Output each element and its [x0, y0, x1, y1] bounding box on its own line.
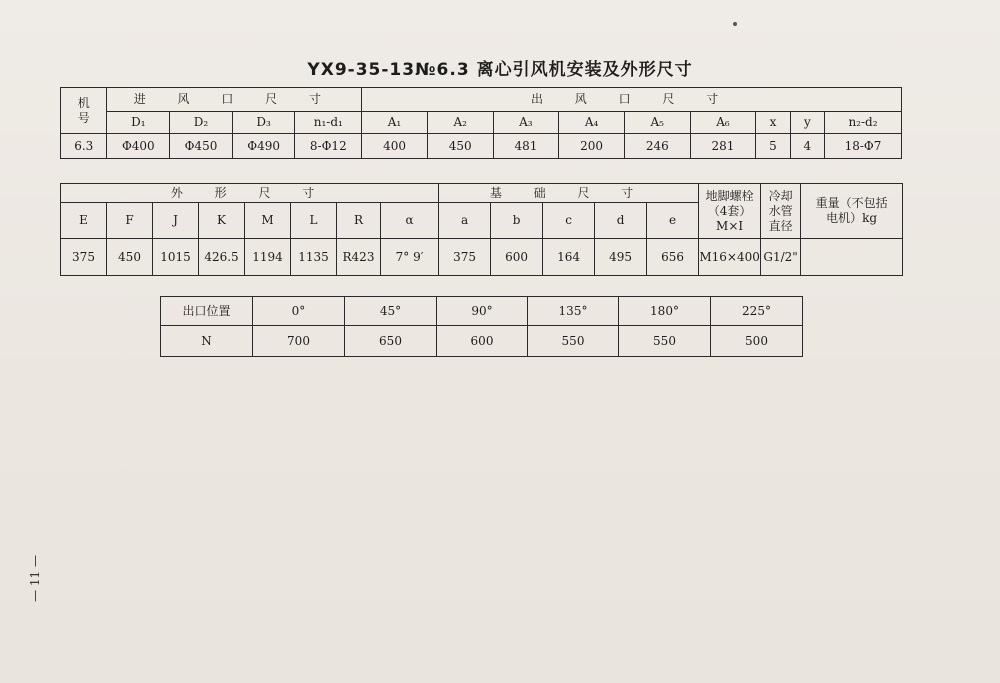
col-header: A₄	[559, 112, 625, 134]
col-header: A₅	[624, 112, 690, 134]
col-header: D₁	[107, 112, 170, 134]
table-cell: 200	[559, 134, 625, 159]
table-cell: 135°	[528, 297, 619, 326]
table-cell: 1015	[153, 239, 199, 276]
table-cell: 450	[107, 239, 153, 276]
table-cell: 225°	[711, 297, 803, 326]
col-header: R	[337, 203, 381, 239]
table-cell: 481	[493, 134, 559, 159]
weight-header: 重量（不包括电机）kg	[801, 184, 903, 239]
col-header: A₂	[427, 112, 493, 134]
table-cell	[801, 239, 903, 276]
outlet-position-table	[160, 296, 803, 357]
col-header: K	[199, 203, 245, 239]
model-header: 机号	[61, 88, 107, 134]
col-header: b	[491, 203, 543, 239]
table-cell: Φ490	[232, 134, 295, 159]
table-cell: 1135	[291, 239, 337, 276]
table-cell: 5	[756, 134, 790, 159]
table-cell: 6.3	[61, 134, 107, 159]
page-title: YX9-35-13№6.3 离心引风机安装及外形尺寸	[307, 60, 693, 80]
table-cell: 426.5	[199, 239, 245, 276]
table-cell: 7° 9′	[381, 239, 439, 276]
table-cell: 8-Φ12	[295, 134, 362, 159]
table-cell: 375	[61, 239, 107, 276]
col-header: n₂-d₂	[825, 112, 902, 134]
col-header: α	[381, 203, 439, 239]
col-header: L	[291, 203, 337, 239]
col-header: x	[756, 112, 790, 134]
col-header: a	[439, 203, 491, 239]
inlet-header: 进 风 口 尺 寸	[107, 88, 362, 112]
col-header: d	[595, 203, 647, 239]
col-header: A₃	[493, 112, 559, 134]
table-cell: 281	[690, 134, 756, 159]
bolt-header: 地脚螺栓（4套）M×I	[699, 184, 761, 239]
col-header: c	[543, 203, 595, 239]
outline-foundation-table	[60, 183, 903, 276]
table-cell: 495	[595, 239, 647, 276]
table-cell: 600	[491, 239, 543, 276]
table-cell: 656	[647, 239, 699, 276]
table-cell: G1/2"	[761, 239, 801, 276]
cooling-header: 冷却水管直径	[761, 184, 801, 239]
outlet-header: 出 风 口 尺 寸	[362, 88, 902, 112]
row-header: N	[161, 326, 253, 357]
col-header: M	[245, 203, 291, 239]
inlet-outlet-table	[60, 87, 902, 159]
table-cell: 375	[439, 239, 491, 276]
table-cell: 450	[427, 134, 493, 159]
table-cell: 0°	[253, 297, 345, 326]
table-cell: 45°	[345, 297, 437, 326]
table-cell: M16×400	[699, 239, 761, 276]
row-header: 出口位置	[161, 297, 253, 326]
table-cell: 18-Φ7	[825, 134, 902, 159]
table-cell: 550	[619, 326, 711, 357]
table-cell: 600	[437, 326, 528, 357]
table-cell: Φ450	[170, 134, 233, 159]
col-header: e	[647, 203, 699, 239]
table-cell: 246	[624, 134, 690, 159]
table-cell: 90°	[437, 297, 528, 326]
table-cell: 4	[790, 134, 824, 159]
table-cell: 400	[362, 134, 428, 159]
table-cell: Φ400	[107, 134, 170, 159]
table-cell: R423	[337, 239, 381, 276]
table-cell: 650	[345, 326, 437, 357]
col-header: E	[61, 203, 107, 239]
page-number: — 11 —	[28, 555, 42, 602]
table-cell: 180°	[619, 297, 711, 326]
col-header: A₆	[690, 112, 756, 134]
col-header: n₁-d₁	[295, 112, 362, 134]
foundation-header: 基 础 尺 寸	[439, 184, 699, 203]
outline-header: 外 形 尺 寸	[61, 184, 439, 203]
col-header: J	[153, 203, 199, 239]
col-header: y	[790, 112, 824, 134]
table-cell: 700	[253, 326, 345, 357]
col-header: D₂	[170, 112, 233, 134]
col-header: D₃	[232, 112, 295, 134]
table-cell: 500	[711, 326, 803, 357]
table-cell: 550	[528, 326, 619, 357]
col-header: F	[107, 203, 153, 239]
table-cell: 164	[543, 239, 595, 276]
col-header: A₁	[362, 112, 428, 134]
ink-spot	[733, 22, 737, 26]
table-cell: 1194	[245, 239, 291, 276]
